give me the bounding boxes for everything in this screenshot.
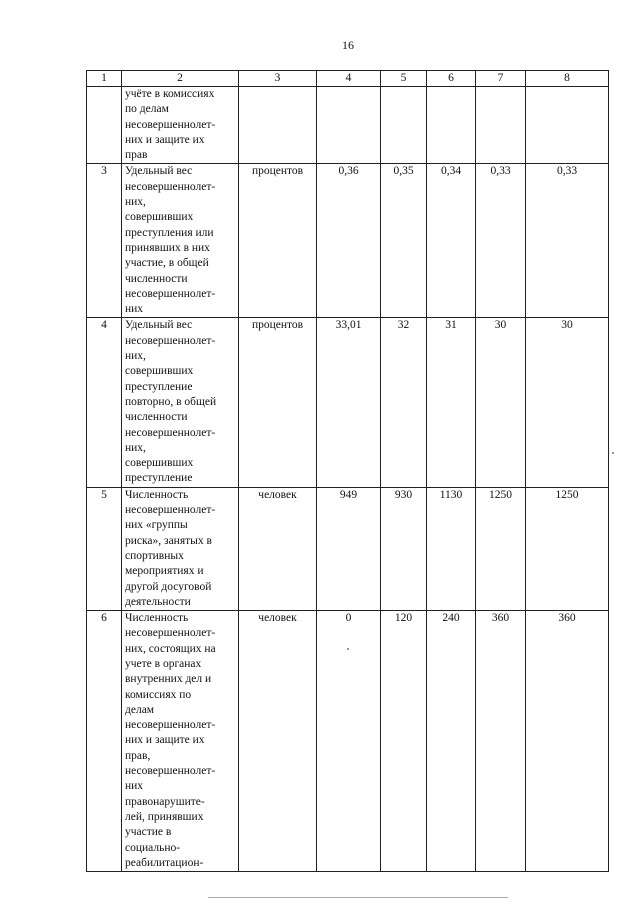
unit-cell: процентов (239, 318, 317, 487)
indicators-table (86, 70, 609, 872)
column-header: 3 (239, 71, 317, 87)
column-header: 2 (122, 71, 239, 87)
unit-cell (239, 87, 317, 164)
scan-speck (347, 648, 349, 650)
value-cell: 1130 (427, 487, 476, 610)
value-cell: 360 (476, 611, 526, 872)
value-cell: 0,34 (427, 164, 476, 318)
table-row (87, 87, 609, 164)
value-cell: 1250 (476, 487, 526, 610)
value-cell: 30 (476, 318, 526, 487)
table-header-row (87, 71, 609, 87)
indicator-name: Удельный вес несовершеннолет- них, совершивших преступление повторно, в общей численности несовершеннолет- них, совершивших преступление (122, 318, 239, 487)
value-cell: 31 (427, 318, 476, 487)
value-cell (476, 87, 526, 164)
table-row (87, 487, 609, 610)
column-header: 7 (476, 71, 526, 87)
column-header: 1 (87, 71, 122, 87)
scan-speck (612, 452, 614, 454)
column-header: 4 (317, 71, 381, 87)
value-cell: 0,33 (526, 164, 609, 318)
column-header: 6 (427, 71, 476, 87)
indicator-name: учёте в комиссиях по делам несовершеннолет- них и защите их прав (122, 87, 239, 164)
value-cell: 949 (317, 487, 381, 610)
column-header: 8 (526, 71, 609, 87)
column-header: 5 (381, 71, 427, 87)
unit-cell: человек (239, 487, 317, 610)
table-row (87, 318, 609, 487)
scan-edge-line (208, 897, 508, 898)
unit-cell: человек (239, 611, 317, 872)
value-cell: 0,33 (476, 164, 526, 318)
value-cell (427, 87, 476, 164)
value-cell: 930 (381, 487, 427, 610)
value-cell: 120 (381, 611, 427, 872)
value-cell: 30 (526, 318, 609, 487)
value-cell: 240 (427, 611, 476, 872)
value-cell: 0,35 (381, 164, 427, 318)
indicator-name: Численность несовершеннолет- них «группы риска», занятых в спортивных мероприятиях и другой досуговой деятельности (122, 487, 239, 610)
value-cell (317, 87, 381, 164)
value-cell: 0,36 (317, 164, 381, 318)
value-cell: 32 (381, 318, 427, 487)
value-cell: 360 (526, 611, 609, 872)
value-cell: 33,01 (317, 318, 381, 487)
table-row (87, 164, 609, 318)
row-number: 3 (87, 164, 122, 318)
row-number: 5 (87, 487, 122, 610)
row-number: 4 (87, 318, 122, 487)
row-number: 6 (87, 611, 122, 872)
value-cell: 1250 (526, 487, 609, 610)
page-number: 16 (342, 38, 354, 52)
row-number (87, 87, 122, 164)
value-cell (526, 87, 609, 164)
indicator-name: Удельный вес несовершеннолет- них, совершивших преступления или принявших в них участие, в общей численности несовершеннолет- них (122, 164, 239, 318)
value-cell (381, 87, 427, 164)
value-cell: 0 (317, 611, 381, 872)
indicator-name: Численность несовершеннолет- них, состоящих на учете в органах внутренних дел и комиссиях по делам несовершеннолет- них и защите их прав, несовершеннолет- них правонарушите- лей, принявших участие в социально- реабилитацион- (122, 611, 239, 872)
unit-cell: процентов (239, 164, 317, 318)
